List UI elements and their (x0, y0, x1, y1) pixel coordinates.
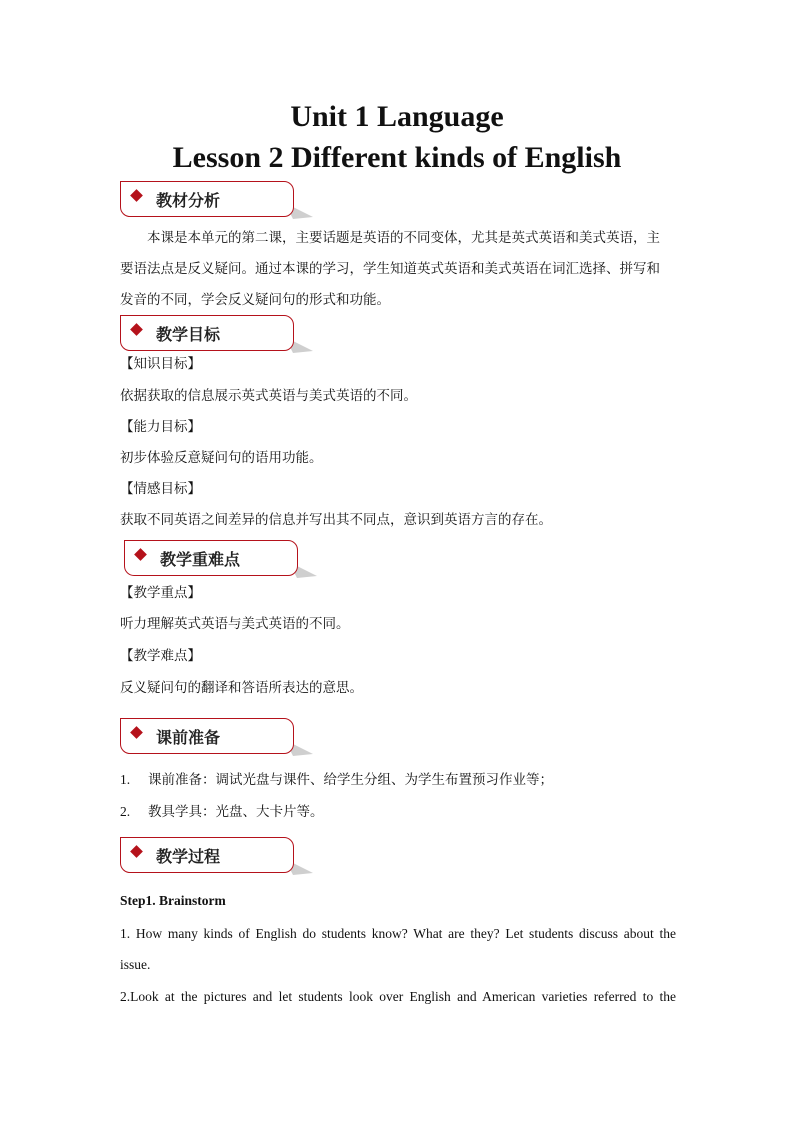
emotion-objective-label: 【情感目标】 (120, 481, 201, 497)
section-heading: 教学重难点 (160, 550, 241, 569)
emotion-objective-text: 获取不同英语之间差异的信息并写出其不同点，意识到英语方言的存在。 (120, 512, 552, 528)
teaching-difficulty-text: 反义疑问句的翻译和答语所表达的意思。 (120, 680, 363, 696)
step-title: Step1. Brainstorm (120, 893, 226, 908)
section-header-analysis (120, 181, 310, 217)
section-heading: 教材分析 (156, 191, 221, 210)
ability-objective-text: 初步体验反意疑问句的语用功能。 (120, 450, 323, 466)
list-text: 教具学具：光盘、大卡片等。 (148, 804, 324, 820)
section-heading: 教学目标 (156, 325, 221, 344)
section-heading: 课前准备 (156, 728, 221, 747)
list-text: 课前准备：调试光盘与课件、给学生分组、为学生布置预习作业等； (148, 772, 553, 788)
paragraph-line: issue. (120, 957, 151, 972)
teaching-focus-label: 【教学重点】 (120, 585, 201, 601)
section-header-key-points (124, 540, 314, 576)
paragraph-line: 2.Look at the pictures and let students look over English and American varieties referred to the (120, 989, 676, 1004)
paragraph-line: 1. How many kinds of English do students know? What are they? Let students discuss about the (120, 926, 676, 941)
paragraph-line: 本课是本单元的第二课，主要话题是英语的不同变体，尤其是英式英语和美式英语，主 (147, 230, 660, 246)
knowledge-objective-text: 依据获取的信息展示英式英语与美式英语的不同。 (120, 388, 417, 404)
section-header-process (120, 837, 310, 873)
document-title: Unit 1 Language (290, 100, 504, 133)
list-number: 1. (120, 772, 131, 787)
analysis-paragraph (120, 223, 676, 316)
list-number: 2. (120, 804, 131, 819)
lesson-title: Lesson 2 Different kinds of English (172, 141, 622, 174)
section-heading: 教学过程 (156, 847, 221, 866)
paragraph-line: 要语法点是反义疑问。通过本课的学习，学生知道英式英语和美式英语在词汇选择、拼写和 (120, 261, 660, 277)
ability-objective-label: 【能力目标】 (120, 419, 201, 435)
section-header-objectives (120, 315, 310, 351)
teaching-focus-text: 听力理解英式英语与美式英语的不同。 (120, 616, 350, 632)
list-item (120, 768, 553, 788)
knowledge-objective-label: 【知识目标】 (120, 356, 201, 372)
section-header-preparation (120, 718, 310, 754)
teaching-difficulty-label: 【教学难点】 (120, 648, 201, 664)
list-item (120, 800, 324, 820)
paragraph-line: 发音的不同，学会反义疑问句的形式和功能。 (120, 292, 390, 308)
